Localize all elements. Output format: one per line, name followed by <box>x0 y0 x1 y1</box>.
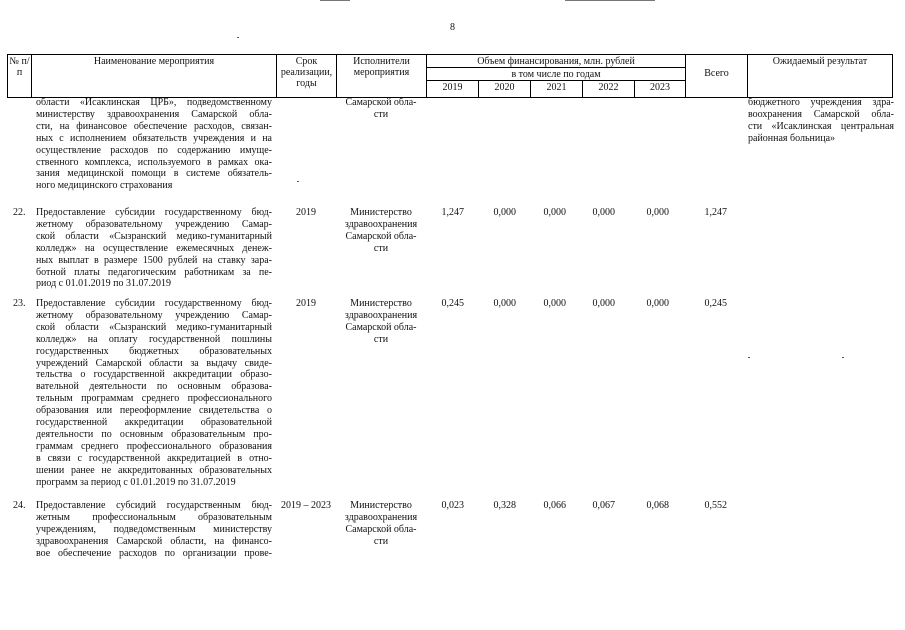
header-by-years: в том числе по годам <box>426 67 686 81</box>
header-year-2021: 2021 <box>530 80 583 98</box>
row-total: 1,247 <box>704 207 727 218</box>
continued-result: бюджетного учреждения здра- воохранения Самарской обла- сти «Исаклинская центральная районная больница» <box>748 97 894 144</box>
header-name: Наименование мероприятия <box>31 54 277 98</box>
row-value-2020: 0,000 <box>493 207 516 218</box>
row-value-2020: 0,328 <box>493 500 516 511</box>
header-num: № п/п <box>7 54 32 98</box>
page-number: 8 <box>450 22 455 33</box>
header-year-2023: 2023 <box>634 80 686 98</box>
row-value-2019: 0,245 <box>441 298 464 309</box>
row-value-2023: 0,000 <box>646 207 669 218</box>
row-name: Предоставление субсидий государственным бюд- жетным профессиональным образовательным учреждениям, подведомственным министерству здравоохранения Самарской области, на финансо- вое обеспечение расходов по организации прове- <box>36 500 272 559</box>
continued-executors: Самарской обла- сти <box>345 97 417 120</box>
row-total: 0,552 <box>704 500 727 511</box>
row-value-2022: 0,000 <box>592 207 615 218</box>
row-name: Предоставление субсидии государственному бюд- жетному образовательному учреждению Самар- ской области «Сызранский медико-гуманитарный колледж» на осуществление ежемесячных денеж- ных выплат в размере 1500 рублей на ставку зара- ботной платы педагогическим работникам за пе- риод с 01.01.2019 по 31.07.2019 <box>36 207 272 290</box>
row-executors: Министерство здравоохранения Самарской обла- сти <box>344 207 418 254</box>
header-term: Срок реализации, годы <box>276 54 337 98</box>
row-value-2023: 0,000 <box>646 298 669 309</box>
continued-name: области «Исаклинская ЦРБ», подведомственному министерству здравоохранения Самарской обла- сти, на финансовое обеспечение расходов, связан- ных с исполнением обязательств учреждения и на осуществление расходов по содержанию имуще- ственного комплекса, используемого в рамках ока- зания медицинской помощи в системе обязатель- ного медицинского страхования <box>36 97 272 192</box>
header-total: Всего <box>685 54 748 98</box>
scan-speck <box>842 357 844 358</box>
header-result: Ожидаемый результат <box>747 54 893 98</box>
scan-speck <box>748 357 750 358</box>
header-year-2022: 2022 <box>582 80 635 98</box>
row-term: 2019 <box>296 298 316 309</box>
header-year-2019: 2019 <box>426 80 479 98</box>
row-value-2021: 0,066 <box>543 500 566 511</box>
scan-speck <box>297 181 299 182</box>
row-value-2021: 0,000 <box>543 298 566 309</box>
row-value-2019: 0,023 <box>441 500 464 511</box>
row-value-2021: 0,000 <box>543 207 566 218</box>
row-value-2022: 0,000 <box>592 298 615 309</box>
row-executors: Министерство здравоохранения Самарской обла- сти <box>344 298 418 345</box>
row-name: Предоставление субсидии государственному бюд- жетному образовательному учреждению Самар- ской области «Сызранский медико-гуманитарный колледж» на оплату государственной пошлины государственных бюджетных образовательных учреждений Самарской области за выдачу свиде- тельства о государственной аккредитации образо- вательной деятельности по основным образова- тельным программам среднего профессионального образования или переоформление свидетельства о государственной аккредитации образовательной деятельности по основным образовательным про- граммам среднего профессионального образования в связи с государственной аккредитацией в отно- шении ранее не аккредитованных образовательных программ за период с 01.01.2019 по 31.07.2019 <box>36 298 272 488</box>
row-value-2023: 0,068 <box>646 500 669 511</box>
scan-speck <box>237 37 239 38</box>
row-total: 0,245 <box>704 298 727 309</box>
row-value-2022: 0,067 <box>592 500 615 511</box>
top-rule-left <box>320 0 350 1</box>
row-term: 2019 <box>296 207 316 218</box>
row-value-2020: 0,000 <box>493 298 516 309</box>
row-number: 24. <box>13 500 26 511</box>
row-number: 23. <box>13 298 26 309</box>
row-executors: Министерство здравоохранения Самарской обла- сти <box>344 500 418 547</box>
row-value-2019: 1,247 <box>441 207 464 218</box>
header-funding: Объем финансирования, млн. рублей <box>426 54 686 68</box>
top-rule-right <box>565 0 655 1</box>
row-term: 2019 – 2023 <box>281 500 331 511</box>
header-executors: Исполнители мероприятия <box>336 54 427 98</box>
header-year-2020: 2020 <box>478 80 531 98</box>
row-number: 22. <box>13 207 26 218</box>
